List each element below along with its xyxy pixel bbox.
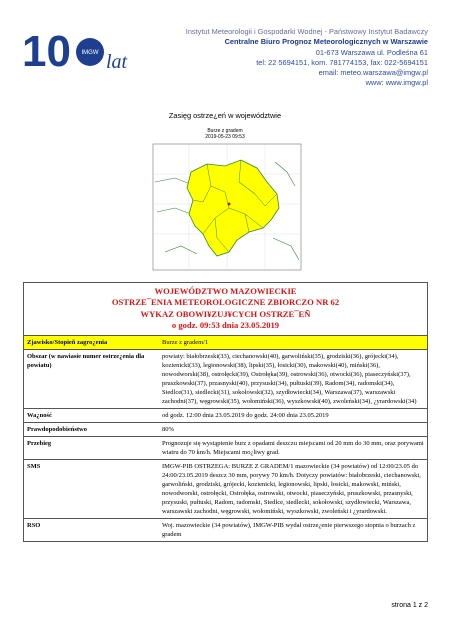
page-number: strona 1 z 2	[391, 602, 428, 609]
office-name: Centralne Biuro Prognoz Meteorologicznych w Warszawie	[224, 37, 428, 47]
logo-number: 10	[22, 27, 71, 74]
address: 01-673 Warszawa ul. Podleśna 61	[315, 47, 428, 57]
warning-time: o godz. 09:53 dnia 23.05.2019	[171, 319, 280, 330]
phones: tel: 22 5694151, kom. 781774153, fax: 022-5694151	[256, 57, 428, 67]
table-row	[24, 460, 427, 519]
row-key: SMS	[24, 460, 159, 519]
table-row	[24, 350, 427, 409]
row-value: Prognozuje się wystąpienie burz z opadami deszczu miejscami od 20 mm do 30 mm, oraz porywami wiatru do 70 km/h. Miejscami mo¿liwy grad.	[159, 437, 427, 460]
email-link[interactable]: email: meteo.warszawa@imgw.pl	[318, 68, 428, 78]
logo-seal-text: IMGW	[81, 50, 99, 56]
map-subtitle-date: 2019-05-23 09:53	[205, 134, 245, 140]
institute-name: Instytut Meteorologii i Gospodarki Wodnej - Państwowy Instytut Badawczy	[185, 27, 428, 36]
www-link[interactable]: www: www.imgw.pl	[365, 78, 428, 88]
row-value: powiaty: białobrzeski(33), ciechanowski(40), garwoliński(35), grodziski(36), grójecki(34), kozienicki(33), legionowski(38), lipski(35), łosicki(30), makowski(40), miński(36), nowodworski(38), ostrołęcki(39), Ostrołęka(39), ostrowski(36), otwocki(36), piaseczyński(37), pruszkowski(37), przasnyski(40), przysuski(34), pułtuski(39), Radom(34), radomski(34), Siedlce(31), siedlecki(31), sokołowski(32), szydłowiecki(34), Warszawa(37), warszawski zachodni(37), węgrowski(35), wołomiński(36), wyszkowski(40), zwoleński(34), ¿yrardowski(34)	[159, 350, 427, 409]
warning-number: OSTRZE¯ENIA METEOROLOGICZNE ZBIORCZO NR 62	[111, 297, 340, 308]
table-row	[24, 409, 427, 423]
table-row	[24, 437, 427, 460]
row-key: Wa¿ność	[24, 409, 159, 423]
table-row	[24, 519, 427, 542]
imgw-100-lat-logo	[22, 26, 142, 74]
table-row	[24, 336, 427, 350]
warning-map	[145, 128, 305, 274]
map-subtitle-phenomenon: Burze z gradem	[207, 128, 243, 134]
row-key: Przebieg	[24, 437, 159, 460]
warning-list-heading: WYKAZ OBOWI¥ZUJ¥CYCH OSTRZE¯EÑ	[140, 308, 311, 319]
row-value: od godz. 12:00 dnia 23.05.2019 do godz. 24:00 dnia 23.05.2019	[159, 409, 427, 423]
row-value: 80%	[159, 423, 427, 437]
map-title: Zasięg ostrze¿eń w województwie	[168, 111, 282, 120]
row-key: Prawdopodobieństwo	[24, 423, 159, 437]
warning-region: WOJEWÓDZTWO MAZOWIECKIE	[154, 286, 297, 296]
row-key: RSO	[27, 522, 41, 530]
map-graphic	[145, 142, 305, 274]
warning-title	[24, 283, 427, 336]
logo-script: lat	[106, 51, 128, 73]
row-value: Burze z gradem/1	[159, 336, 427, 350]
table-row	[24, 423, 427, 437]
map-subtitle	[145, 128, 305, 140]
warning-table	[24, 336, 427, 541]
map-warsaw-marker	[228, 203, 231, 206]
row-value: IMGW-PIB OSTRZEGA: BURZE Z GRADEM/1 mazowieckie (34 powiatów) od 12:00/23.05 do 24:00/23.05.2019 deszcz 30 mm, porywy 70 km/h. Dotyczy powiatów: białobrzeski, ciechanowski, garwoliński, grodziski, grójecki, kozienicki, legionowski, lipski, łosicki, makowski, miński, nowodworski, ostrołęcki, Ostrołęka, ostrowski, otwocki, piaseczyński, pruszkowski, przasnyski, przysuski, pułtuski, Radom, radomski, Siedlce, siedlecki, sokołowski, szydłowiecki, Warszawa, warszawski zachodni, węgrowski, wołomiński, wyszkowski, zwoleński i ¿yrardowski.	[159, 460, 427, 519]
warning-box	[23, 282, 428, 542]
row-value: Woj. mazowieckie (34 powiatów), IMGW-PIB wydał ostrze¿enie pierwszego stopnia o burzach z gradem	[162, 522, 416, 539]
institute-contact	[128, 27, 428, 89]
row-key: Zjawisko/Stopieñ zagro¿enia	[24, 336, 159, 350]
row-key: Obszar (w nawiasie numer ostrze¿enia dla powiatu)	[24, 350, 159, 409]
